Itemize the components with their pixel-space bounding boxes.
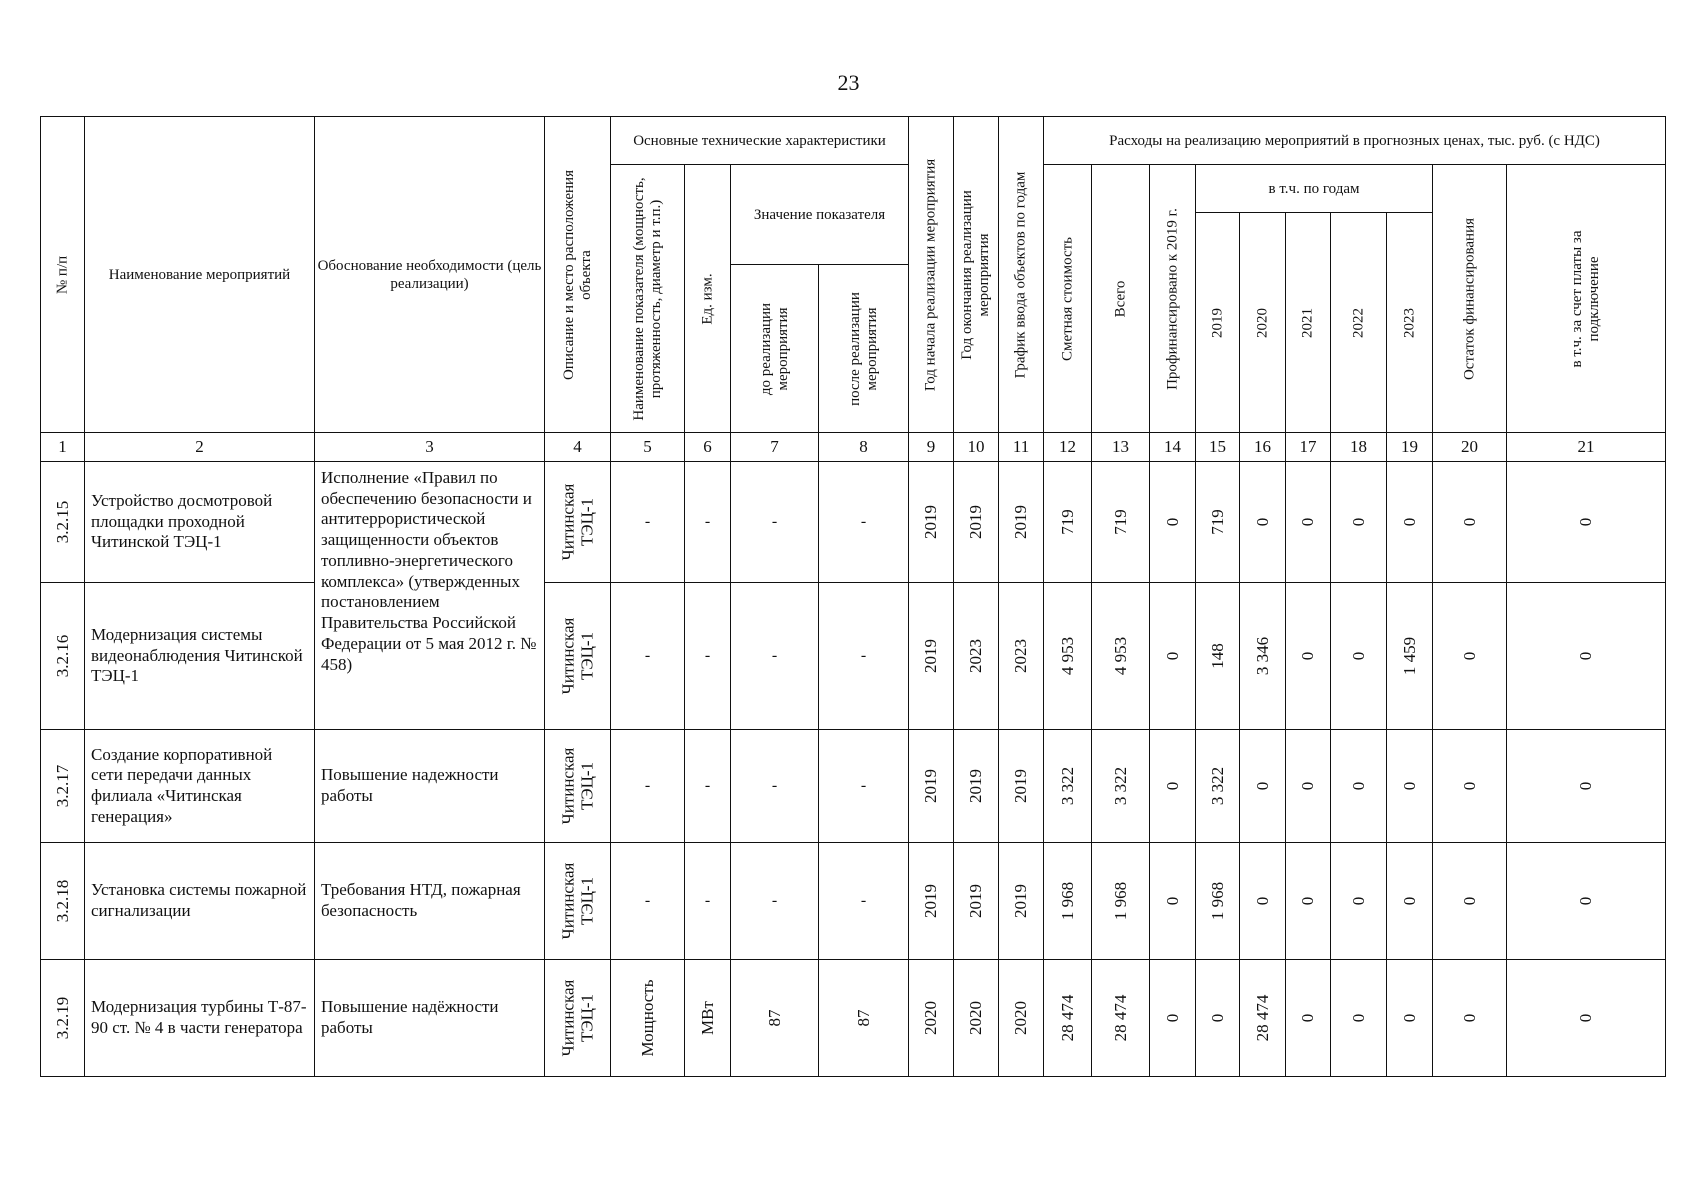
row-start: 2020 [921,1001,941,1035]
row-y2021: 0 [1298,517,1318,527]
row-param: Мощность [637,979,657,1057]
row-before: 87 [764,1009,784,1027]
row-y2023: 1 459 [1399,636,1419,676]
header-location: Описание и место расположения объекта [545,117,611,433]
column-numbers-row [41,433,1666,462]
row-after: - [819,843,909,960]
row-end: 2020 [966,1001,986,1035]
header-after: после реализации мероприятия [819,265,909,433]
row-start: 2019 [921,505,941,539]
row-connection-fee: 0 [1576,651,1596,661]
header-year-2022: 2022 [1331,213,1387,433]
column-number: 9 [909,433,954,462]
row-end: 2019 [966,769,986,803]
column-number: 6 [685,433,731,462]
row-param: - [611,730,685,843]
row-number: 3.2.19 [52,996,72,1040]
row-after: - [819,583,909,730]
row-name: Установка системы пожарной сигнализации [85,843,315,960]
column-number: 17 [1286,433,1331,462]
row-justification: Требования НТД, пожарная безопасность [315,843,545,960]
row-y2021: 0 [1298,896,1318,906]
header-year-2023: 2023 [1387,213,1433,433]
header-estimate: Сметная стоимость [1044,165,1092,433]
row-remainder: 0 [1459,517,1479,527]
header-number: № п/п [41,117,85,433]
row-financed: 0 [1162,896,1182,906]
row-location: Читинская ТЭЦ-1 [557,483,596,561]
row-y2020: 3 346 [1252,636,1272,676]
row-before: - [731,583,819,730]
header-unit: Ед. изм. [685,165,731,433]
row-y2023: 0 [1399,781,1419,791]
row-after: - [819,462,909,583]
table-row [41,960,1666,1077]
header-financed: Профинансировано к 2019 г. [1150,165,1196,433]
row-financed: 0 [1162,781,1182,791]
row-remainder: 0 [1459,651,1479,661]
column-number: 18 [1331,433,1387,462]
row-y2019: 0 [1207,1013,1227,1023]
column-number: 5 [611,433,685,462]
row-remainder: 0 [1459,781,1479,791]
row-total: 3 322 [1110,766,1130,806]
row-y2023: 0 [1399,1013,1419,1023]
column-number: 20 [1433,433,1507,462]
row-y2021: 0 [1298,651,1318,661]
row-y2022: 0 [1348,1013,1368,1023]
row-location: Читинская ТЭЦ-1 [557,862,596,940]
column-number: 15 [1196,433,1240,462]
row-location: Читинская ТЭЦ-1 [557,617,596,695]
row-number: 3.2.18 [52,879,72,923]
row-number: 3.2.15 [52,500,72,544]
column-number: 7 [731,433,819,462]
page-number: 23 [837,70,860,95]
row-connection-fee: 0 [1576,781,1596,791]
row-estimate: 719 [1057,509,1077,535]
row-before: - [731,462,819,583]
row-y2019: 1 968 [1207,881,1227,921]
header-tech-group: Основные технические характеристики [611,117,909,165]
row-name: Создание корпоративной сети передачи данных филиала «Читинская генерация» [85,730,315,843]
header-before: до реализации мероприятия [731,265,819,433]
row-schedule: 2020 [1011,1001,1031,1035]
row-name: Модернизация системы видеонаблюдения Читинской ТЭЦ-1 [85,583,315,730]
column-number: 14 [1150,433,1196,462]
row-y2022: 0 [1348,651,1368,661]
row-total: 719 [1110,509,1130,535]
header-schedule: График ввода объектов по годам [999,117,1044,433]
header-total: Всего [1092,165,1150,433]
row-estimate: 4 953 [1057,636,1077,676]
row-total: 4 953 [1110,636,1130,676]
row-justification: Повышение надёжности работы [315,960,545,1077]
row-connection-fee: 0 [1576,1013,1596,1023]
column-number: 12 [1044,433,1092,462]
header-year-2020: 2020 [1240,213,1286,433]
row-total: 28 474 [1110,994,1130,1042]
column-number: 11 [999,433,1044,462]
row-y2021: 0 [1298,781,1318,791]
column-number: 3 [315,433,545,462]
row-estimate: 1 968 [1057,881,1077,921]
row-number: 3.2.16 [52,634,72,678]
header-costs-group: Расходы на реализацию мероприятий в прогнозных ценах, тыс. руб. (с НДС) [1044,117,1666,165]
column-number: 8 [819,433,909,462]
row-unit: МВт [697,1001,717,1035]
column-number: 16 [1240,433,1286,462]
header-justification: Обоснование необходимости (цель реализации) [315,117,545,433]
row-param: - [611,462,685,583]
header-start-year: Год начала реализации мероприятия [909,117,954,433]
row-location: Читинская ТЭЦ-1 [557,747,596,825]
row-y2019: 3 322 [1207,766,1227,806]
row-estimate: 28 474 [1057,994,1077,1042]
header-connection-fee: в т.ч. за счет платы за подключение [1507,165,1666,433]
row-y2019: 719 [1207,509,1227,535]
row-number: 3.2.17 [52,764,72,808]
header-remainder: Остаток финансирования [1433,165,1507,433]
investment-program-table [40,116,1666,1077]
row-justification-shared: Исполнение «Правил по обеспечению безопасности и антитеррористической защищенности объектов топливно-энергетического комплекса» (утвержденных постановлением Правительства Российской Федерации от 5 мая 2012 г. № 458) [315,462,545,730]
row-param: - [611,583,685,730]
row-unit: - [685,462,731,583]
row-unit: - [685,730,731,843]
header-year-2021: 2021 [1286,213,1331,433]
header-year-2019: 2019 [1196,213,1240,433]
column-number: 10 [954,433,999,462]
row-justification: Повышение надежности работы [315,730,545,843]
row-financed: 0 [1162,651,1182,661]
row-param: - [611,843,685,960]
row-before: - [731,843,819,960]
table-row [41,462,1666,583]
row-schedule: 2019 [1011,884,1031,918]
row-y2022: 0 [1348,896,1368,906]
row-start: 2019 [921,639,941,673]
row-remainder: 0 [1459,1013,1479,1023]
row-financed: 0 [1162,1013,1182,1023]
header-end-year: Год окончания реализации мероприятия [954,117,999,433]
row-start: 2019 [921,769,941,803]
row-financed: 0 [1162,517,1182,527]
row-end: 2023 [966,639,986,673]
row-schedule: 2019 [1011,505,1031,539]
row-y2021: 0 [1298,1013,1318,1023]
row-y2020: 28 474 [1252,994,1272,1042]
column-number: 13 [1092,433,1150,462]
column-number: 21 [1507,433,1666,462]
header-years-group: в т.ч. по годам [1196,165,1433,213]
row-connection-fee: 0 [1576,896,1596,906]
row-y2023: 0 [1399,896,1419,906]
row-estimate: 3 322 [1057,766,1077,806]
row-y2020: 0 [1252,517,1272,527]
row-remainder: 0 [1459,896,1479,906]
row-unit: - [685,583,731,730]
row-y2023: 0 [1399,517,1419,527]
row-name: Модернизация турбины Т-87-90 ст. № 4 в части генератора [85,960,315,1077]
column-number: 2 [85,433,315,462]
row-y2019: 148 [1207,643,1227,669]
column-number: 19 [1387,433,1433,462]
row-end: 2019 [966,505,986,539]
column-number: 4 [545,433,611,462]
row-after: 87 [853,1009,873,1027]
table-row [41,843,1666,960]
row-location: Читинская ТЭЦ-1 [557,979,596,1057]
header-value-group: Значение показателя [731,165,909,265]
row-schedule: 2023 [1011,639,1031,673]
row-connection-fee: 0 [1576,517,1596,527]
table-row [41,730,1666,843]
row-before: - [731,730,819,843]
row-total: 1 968 [1110,881,1130,921]
header-param: Наименование показателя (мощность, протяженность, диаметр и т.п.) [611,165,685,433]
row-end: 2019 [966,884,986,918]
row-start: 2019 [921,884,941,918]
header-name: Наименование мероприятий [85,117,315,433]
column-number: 1 [41,433,85,462]
row-unit: - [685,843,731,960]
row-y2022: 0 [1348,781,1368,791]
table-row [41,583,1666,730]
row-y2022: 0 [1348,517,1368,527]
row-y2020: 0 [1252,896,1272,906]
row-name: Устройство досмотровой площадки проходной Читинской ТЭЦ-1 [85,462,315,583]
row-schedule: 2019 [1011,769,1031,803]
row-y2020: 0 [1252,781,1272,791]
row-after: - [819,730,909,843]
